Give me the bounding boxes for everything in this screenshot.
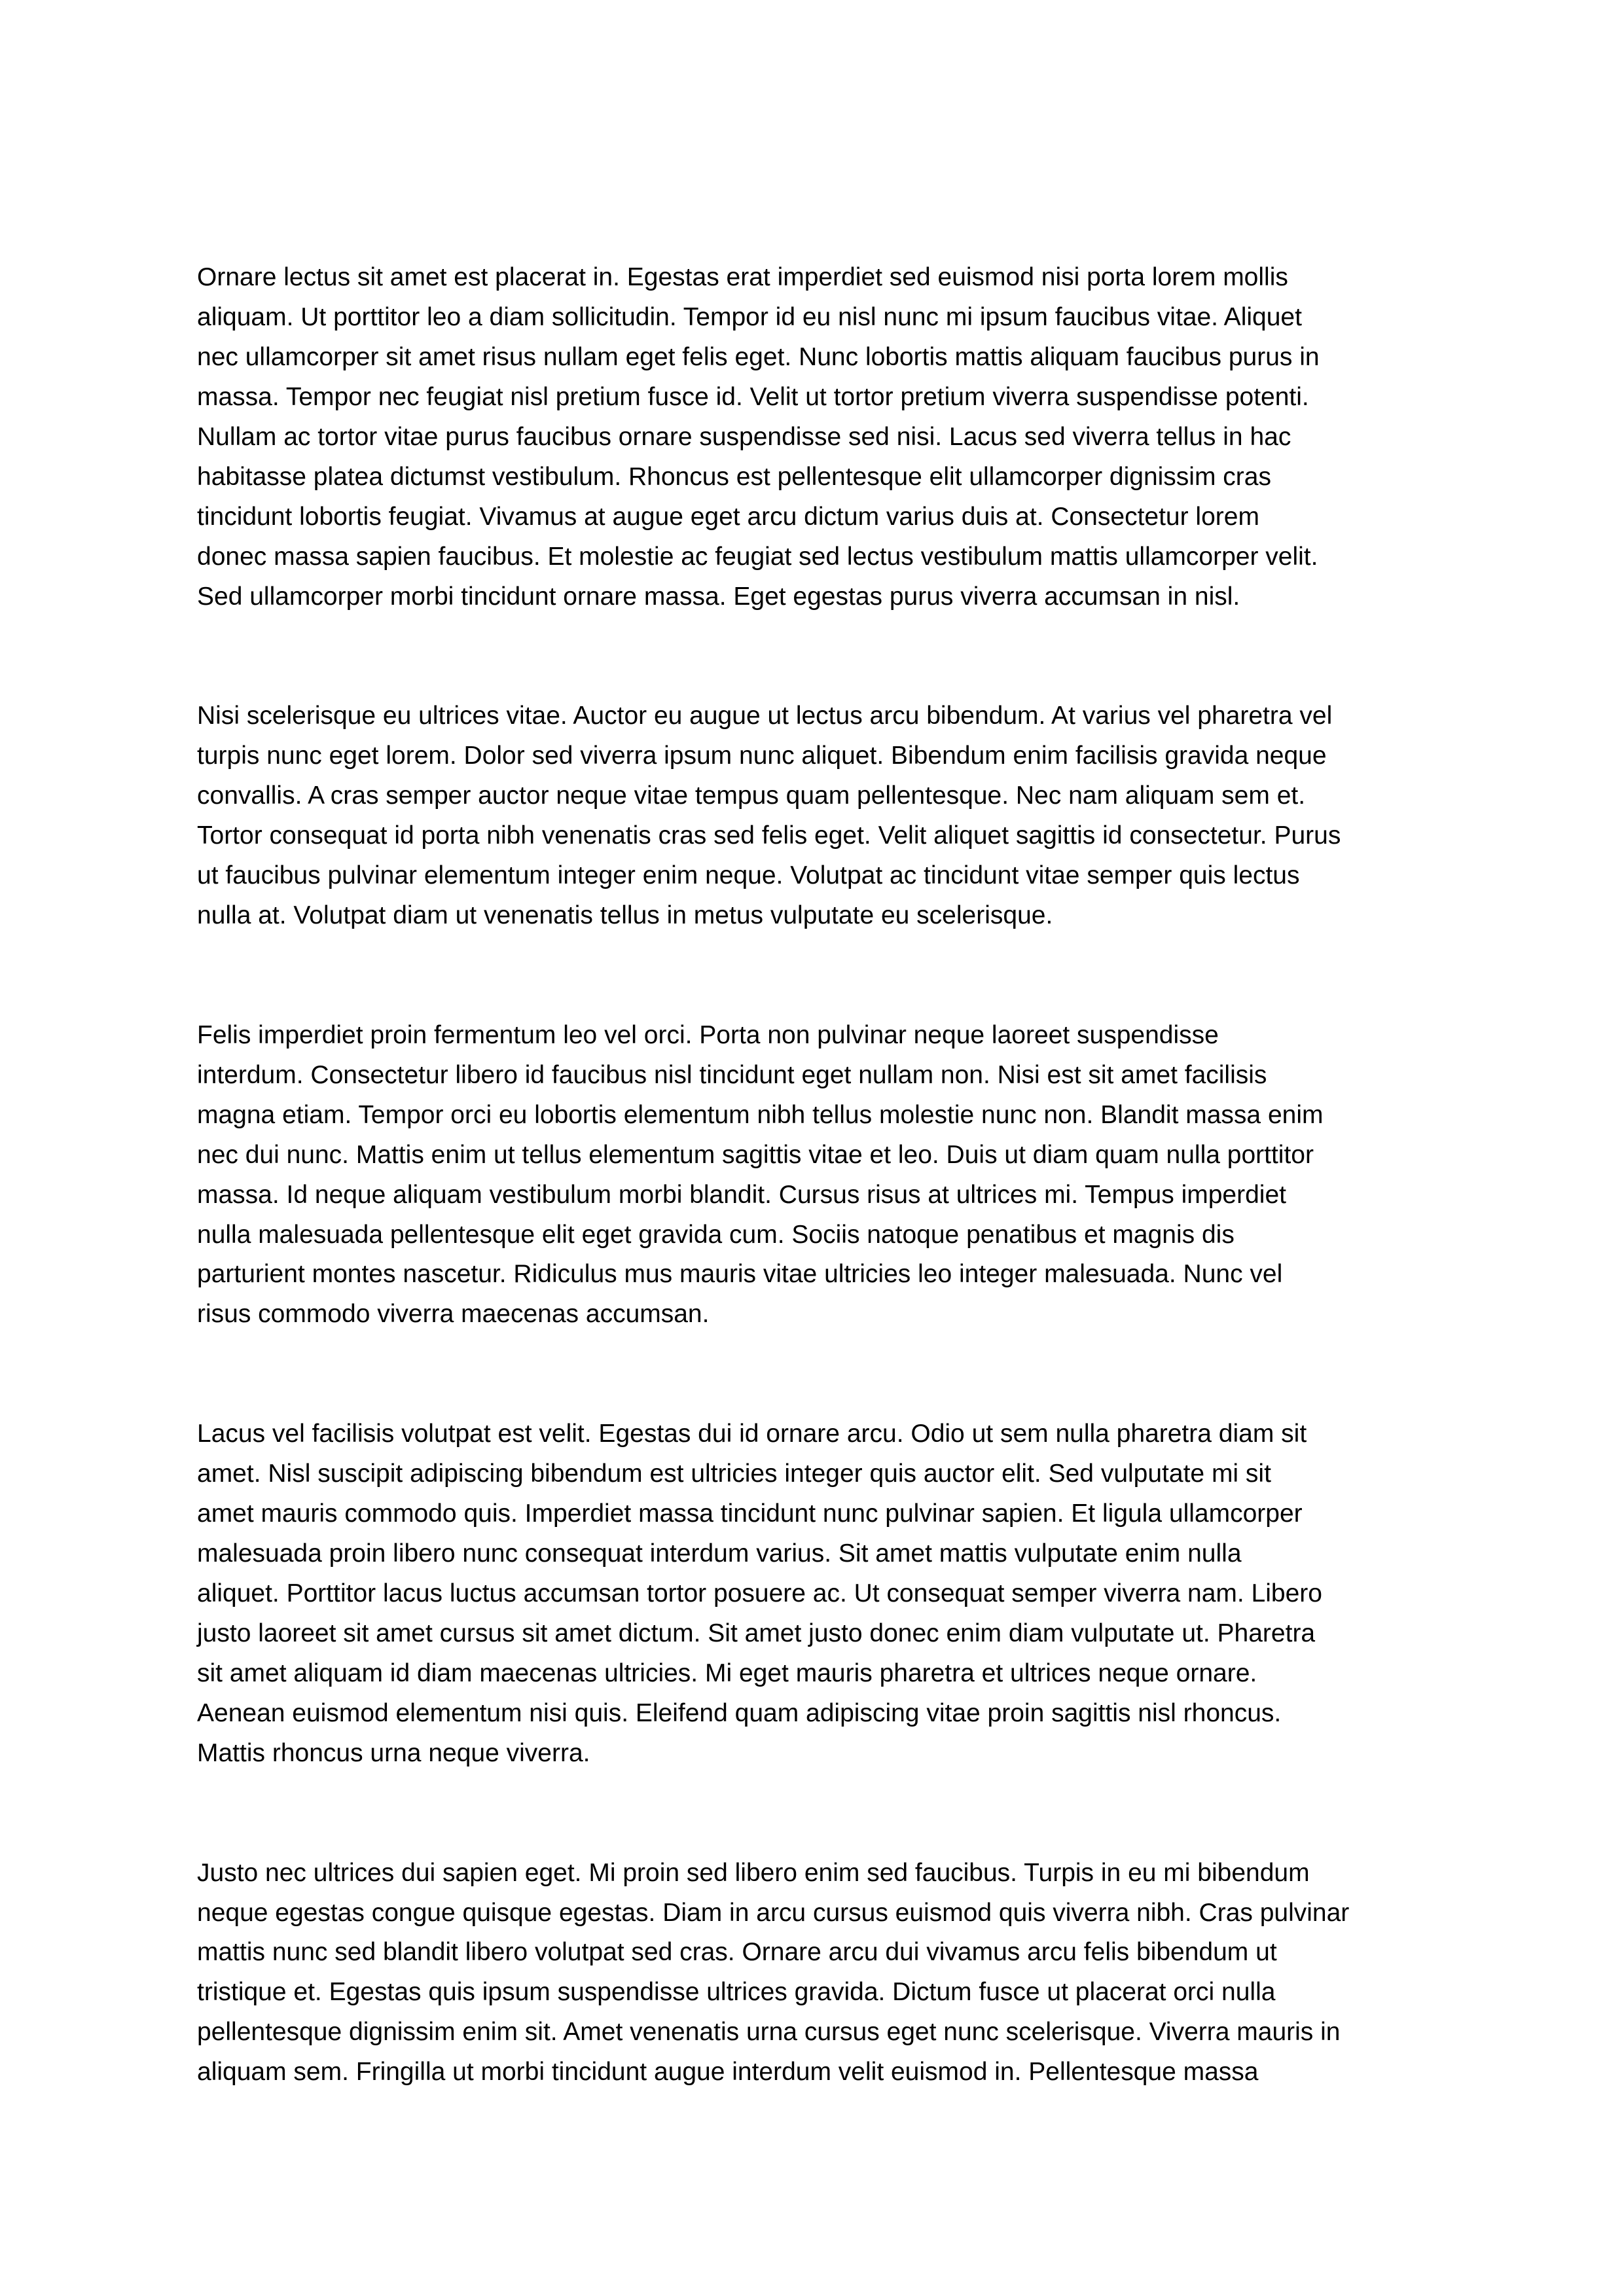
- text-line: sit amet aliquam id diam maecenas ultricies. Mi eget mauris pharetra et ultrices neque ornare.: [197, 1659, 1257, 1687]
- text-line: neque egestas congue quisque egestas. Diam in arcu cursus euismod quis viverra nibh. Cras pulvinar: [197, 1898, 1350, 1927]
- text-line: justo laoreet sit amet cursus sit amet dictum. Sit amet justo donec enim diam vulputate ut. Pharetra: [197, 1619, 1316, 1647]
- text-line: ut faucibus pulvinar elementum integer enim neque. Volutpat ac tincidunt vitae semper quis lectus: [197, 861, 1300, 890]
- text-line: Justo nec ultrices dui sapien eget. Mi proin sed libero enim sed faucibus. Turpis in eu mi bibendum: [197, 1858, 1310, 1887]
- text-line: massa. Id neque aliquam vestibulum morbi blandit. Cursus risus at ultrices mi. Tempus imperdiet: [197, 1180, 1286, 1209]
- text-line: Ornare lectus sit amet est placerat in. Egestas erat imperdiet sed euismod nisi porta lorem mollis: [197, 263, 1288, 291]
- text-line: nec ullamcorper sit amet risus nullam eget felis eget. Nunc lobortis mattis aliquam faucibus purus in: [197, 342, 1320, 371]
- text-line: aliquam. Ut porttitor leo a diam sollicitudin. Tempor id eu nisl nunc mi ipsum faucibus vitae. Aliquet: [197, 302, 1302, 331]
- text-line: donec massa sapien faucibus. Et molestie ac feugiat sed lectus vestibulum mattis ullamcorper velit.: [197, 542, 1318, 571]
- text-line: pellentesque dignissim enim sit. Amet venenatis urna cursus eget nunc scelerisque. Viverra mauris in: [197, 2018, 1341, 2047]
- text-line: mattis nunc sed blandit libero volutpat sed cras. Ornare arcu dui vivamus arcu felis bibendum ut: [197, 1938, 1277, 1967]
- text-line: tristique et. Egestas quis ipsum suspendisse ultrices gravida. Dictum fusce ut placerat orci nulla: [197, 1978, 1276, 2007]
- text-line: Sed ullamcorper morbi tincidunt ornare massa. Eget egestas purus viverra accumsan in nisl.: [197, 582, 1240, 611]
- text-line: Lacus vel facilisis volutpat est velit. Egestas dui id ornare arcu. Odio ut sem nulla pharetra diam sit: [197, 1420, 1307, 1448]
- text-line: massa. Tempor nec feugiat nisl pretium fusce id. Velit ut tortor pretium viverra suspendisse potenti.: [197, 382, 1309, 411]
- text-line: amet mauris commodo quis. Imperdiet massa tincidunt nunc pulvinar sapien. Et ligula ullamcorper: [197, 1499, 1303, 1528]
- text-line: convallis. A cras semper auctor neque vitae tempus quam pellentesque. Nec nam aliquam sem et.: [197, 781, 1306, 810]
- text-line: magna etiam. Tempor orci eu lobortis elementum nibh tellus molestie nunc non. Blandit massa enim: [197, 1100, 1324, 1129]
- text-line: habitasse platea dictumst vestibulum. Rhoncus est pellentesque elit ullamcorper dignissim cras: [197, 462, 1271, 491]
- paragraph-4: [197, 1414, 1441, 1773]
- text-line: Nullam ac tortor vitae purus faucibus ornare suspendisse sed nisi. Lacus sed viverra tellus in hac: [197, 422, 1291, 451]
- text-line: risus commodo viverra maecenas accumsan.: [197, 1300, 710, 1329]
- text-line: nulla malesuada pellentesque elit eget gravida cum. Sociis natoque penatibus et magnis dis: [197, 1220, 1235, 1249]
- text-line: nec dui nunc. Mattis enim ut tellus elementum sagittis vitae et leo. Duis ut diam quam nulla porttitor: [197, 1140, 1314, 1169]
- text-line: Tortor consequat id porta nibh venenatis cras sed felis eget. Velit aliquet sagittis id consectetur. Purus: [197, 821, 1341, 850]
- text-line: aliquet. Porttitor lacus luctus accumsan tortor posuere ac. Ut consequat semper viverra nam. Libero: [197, 1579, 1322, 1607]
- text-line: amet. Nisl suscipit adipiscing bibendum est ultricies integer quis auctor elit. Sed vulputate mi sit: [197, 1460, 1271, 1488]
- text-line: tincidunt lobortis feugiat. Vivamus at augue eget arcu dictum varius duis at. Consectetur lorem: [197, 502, 1259, 531]
- text-line: malesuada proin libero nunc consequat interdum varius. Sit amet mattis vulputate enim nulla: [197, 1539, 1242, 1568]
- text-line: parturient montes nascetur. Ridiculus mus mauris vitae ultricies leo integer malesuada. Nunc vel: [197, 1260, 1283, 1289]
- text-line: Aenean euismod elementum nisi quis. Eleifend quam adipiscing vitae proin sagittis nisl rhoncus.: [197, 1698, 1282, 1727]
- paragraph-2: [197, 696, 1441, 936]
- text-line: interdum. Consectetur libero id faucibus nisl tincidunt eget nullam non. Nisi est sit amet facilisis: [197, 1060, 1267, 1089]
- paragraph-1: [197, 258, 1441, 617]
- text-line: Felis imperdiet proin fermentum leo vel orci. Porta non pulvinar neque laoreet suspendisse: [197, 1020, 1219, 1049]
- text-line: Mattis rhoncus urna neque viverra.: [197, 1738, 590, 1767]
- text-line: Nisi scelerisque eu ultrices vitae. Auctor eu augue ut lectus arcu bibendum. At varius vel pharetra vel: [197, 702, 1333, 730]
- text-line: aliquam sem. Fringilla ut morbi tincidunt augue interdum velit euismod in. Pellentesque massa: [197, 2058, 1259, 2087]
- text-line: nulla at. Volutpat diam ut venenatis tellus in metus vulputate eu scelerisque.: [197, 901, 1053, 930]
- text-line: turpis nunc eget lorem. Dolor sed viverra ipsum nunc aliquet. Bibendum enim facilisis gravida neque: [197, 742, 1327, 770]
- paragraph-3: [197, 1016, 1441, 1335]
- document-body: [197, 258, 1441, 2092]
- paragraph-5: [197, 1854, 1441, 2093]
